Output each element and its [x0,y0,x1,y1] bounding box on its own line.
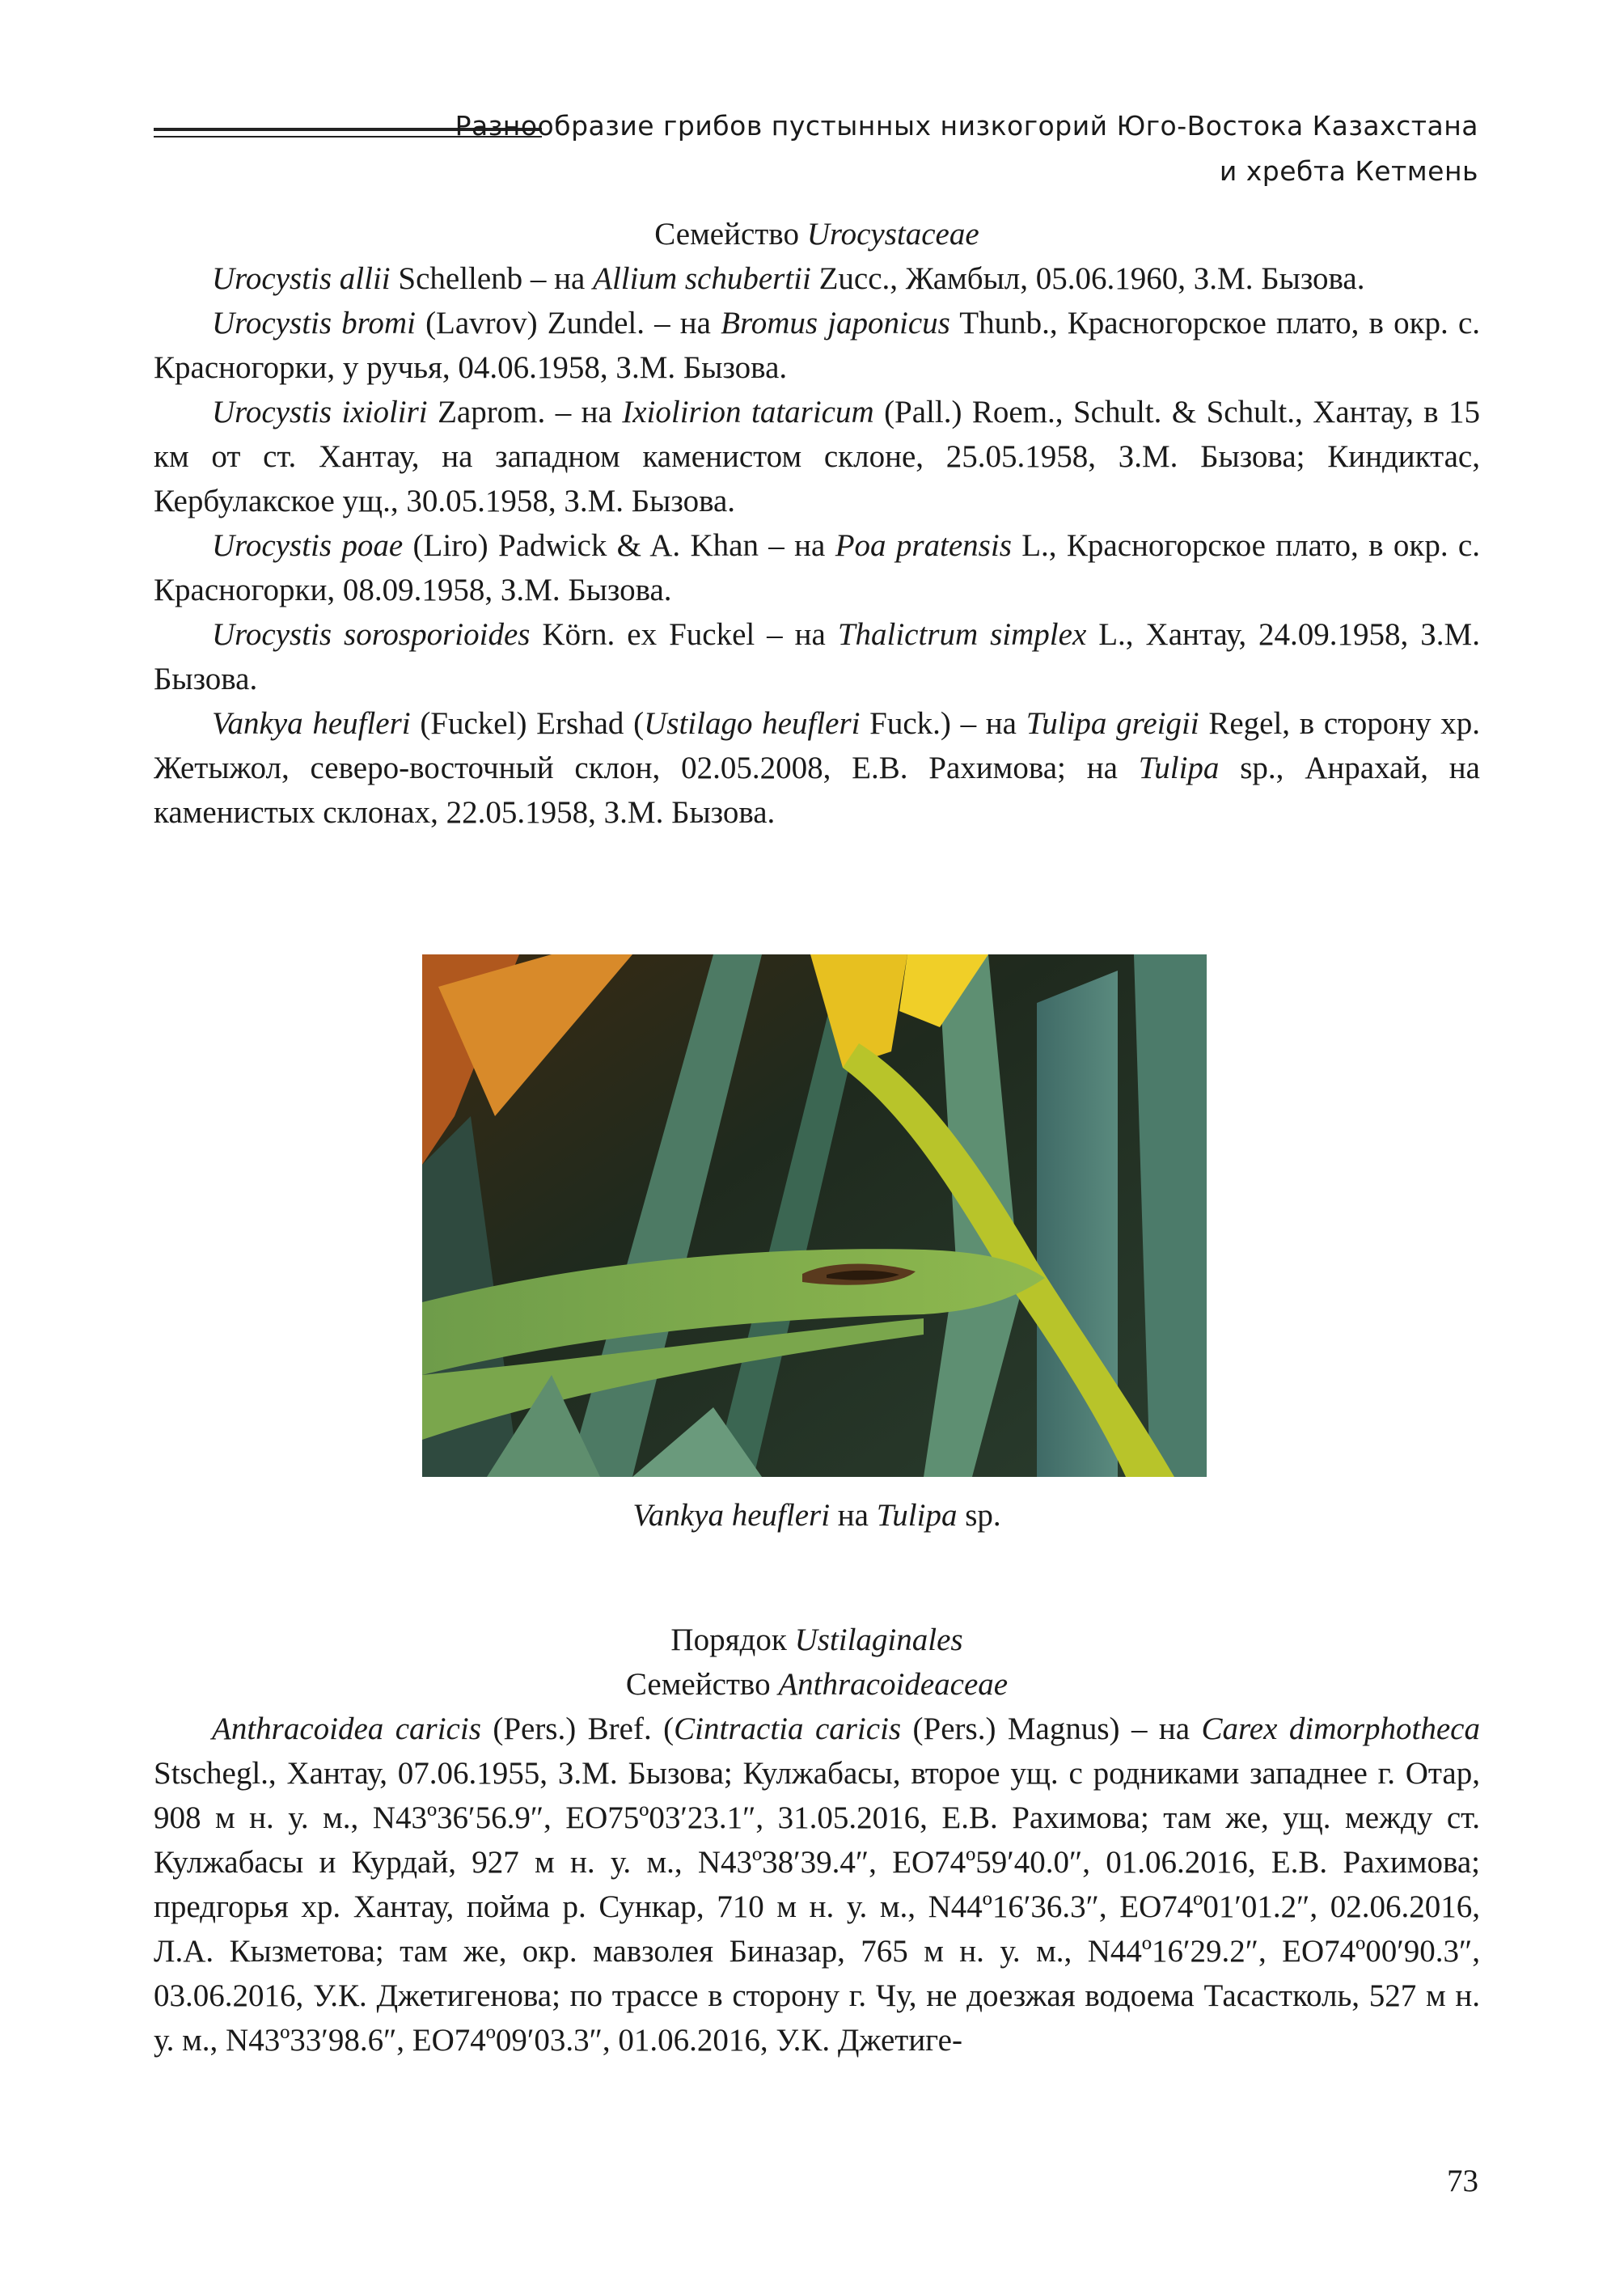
taxon-name: Ustilago heufleri [644,706,861,741]
caption-host: Tulipa [876,1498,958,1533]
figure-caption [154,1493,1480,1538]
caption-sp: sp. [957,1498,1001,1533]
running-header [455,104,1478,194]
entry-text: (Liro) Padwick & A. Khan – на [403,528,835,563]
taxon-name: Vankya heufleri [212,706,411,741]
entry-text: Thunb., Красногорское плато, в окр. с. Красногорки, у ручья, 04.06.1958, З.М. Бызова. [154,306,1480,385]
family-heading-2 [154,1662,1480,1707]
family-name-2: Anthracoideaceae [778,1667,1009,1702]
running-header-line1: Разнообразие грибов пустынных низкогорий Юго-Востока Казахстана [455,110,1478,142]
taxon-name: Bromus japonicus [721,306,950,341]
running-header-line2: и хребта Кетмень [1219,155,1478,187]
entry-text: L., Хантау, 24.09.1958, З.М. Бызова. [154,617,1480,696]
entry-text: Regel, в сторону хр. Жетыжол, северо-восточный склон, 02.05.2008, Е.В. Рахимова; на [154,706,1481,785]
entry-text: (Pall.) Roem., Schult. & Schult., Хантау, в 15 км от ст. Хантау, на западном каменистом склоне, 25.05.1958, З.М. Бызова; Киндиктас, Кербулакское ущ., 30.05.1958, З.М. Бызова. [154,395,1480,518]
species-entry [154,701,1480,835]
caption-species: Vankya heufleri [632,1498,831,1533]
entry-text: Zucc., Жамбыл, 05.06.1960, З.М. Бызова. [810,261,1365,296]
species-entry [154,256,1480,301]
family-heading [154,212,1480,256]
taxon-name: Ixiolirion tataricum [622,395,874,429]
species-entry [154,523,1480,612]
section-urocystaceae [154,212,1480,835]
family-label-2: Семейство [625,1667,771,1702]
entry-text: (Pers.) Bref. ( [480,1711,675,1746]
taxon-name: Urocystis ixioliri [212,395,428,429]
entry-text: L., Красногорское плато, в окр. с. Красногорки, 08.09.1958, З.М. Бызова. [154,528,1480,607]
page-number: 73 [1447,2164,1478,2198]
entry-text: (Pers.) Magnus) – на [901,1711,1202,1746]
species-entry [154,612,1480,701]
taxon-name: Urocystis poae [212,528,404,563]
taxon-name: Allium schubertii [593,261,811,296]
entry-text: Stschegl., Хантау, 07.06.1955, З.М. Бызова; Кулжабасы, второе ущ. с родниками западнее г. Отар, 908 м н. у. м., N43º36′56.9″, EO75º03′23.1″, 31.05.2016, Е.В. Рахимова; там же, ущ. между ст. Кулжабасы и Курдай, 927 м н. у. м., N43º38′39.4″, EO74º59′40.0″, 01.06.2016, Е.В. Рахимова; предгорья хр. Хантау, пойма р. Сункар, 710 м н. у. м., N44º16′36.3″, EO74º01′01.2″, 02.06.2016, Л.А. Кызметова; там же, окр. мавзолея Биназар, 765 м н. у. м., N44º16′29.2″, EO74º00′90.3″, 03.06.2016, У.К. Джетигенова; по трассе в сторону г. Чу, не доезжая водоема Тасастколь, 527 м н. у. м., N43º33′98.6″, EO74º09′03.3″, 01.06.2016, У.К. Джетиге- [154,1756,1480,2058]
species-list [154,256,1480,835]
species-entry [154,390,1480,523]
species-list-2 [154,1707,1480,2062]
species-entry [154,301,1480,390]
entry-text: (Fuckel) Ershad ( [410,706,645,741]
taxon-name: Urocystis sorosporioides [212,617,531,652]
taxon-name: Poa pratensis [835,528,1012,563]
taxon-name: Anthracoidea caricis [212,1711,481,1746]
taxon-name: Urocystis allii [212,261,391,296]
entry-text: Fuck.) – на [860,706,1026,741]
entry-text: sp., Анрахай, на каменистых склонах, 22.05.1958, З.М. Бызова. [154,751,1480,830]
entry-text: (Lavrov) Zundel. – на [415,306,721,341]
family-label: Семейство [654,217,799,252]
taxon-name: Tulipa greigii [1026,706,1199,741]
order-name: Ustilaginales [794,1622,963,1657]
entry-text: Zaprom. – на [427,395,623,429]
figure-photo [422,954,1207,1477]
taxon-name: Tulipa [1138,751,1220,785]
tulip-leaf-photo [422,954,1207,1477]
order-heading [154,1618,1480,1662]
family-name: Urocystaceae [806,217,979,252]
entry-text: Körn. ex Fuckel – на [530,617,838,652]
species-entry [154,1707,1480,2062]
taxon-name: Urocystis bromi [212,306,416,341]
entry-text: Schellenb – на [390,261,594,296]
caption-on: на [830,1498,877,1533]
section-ustilaginales [154,1618,1480,2062]
taxon-name: Carex dimorphotheca [1201,1711,1480,1746]
order-label: Порядок [670,1622,787,1657]
taxon-name: Thalictrum simplex [837,617,1087,652]
taxon-name: Cintractia caricis [674,1711,902,1746]
